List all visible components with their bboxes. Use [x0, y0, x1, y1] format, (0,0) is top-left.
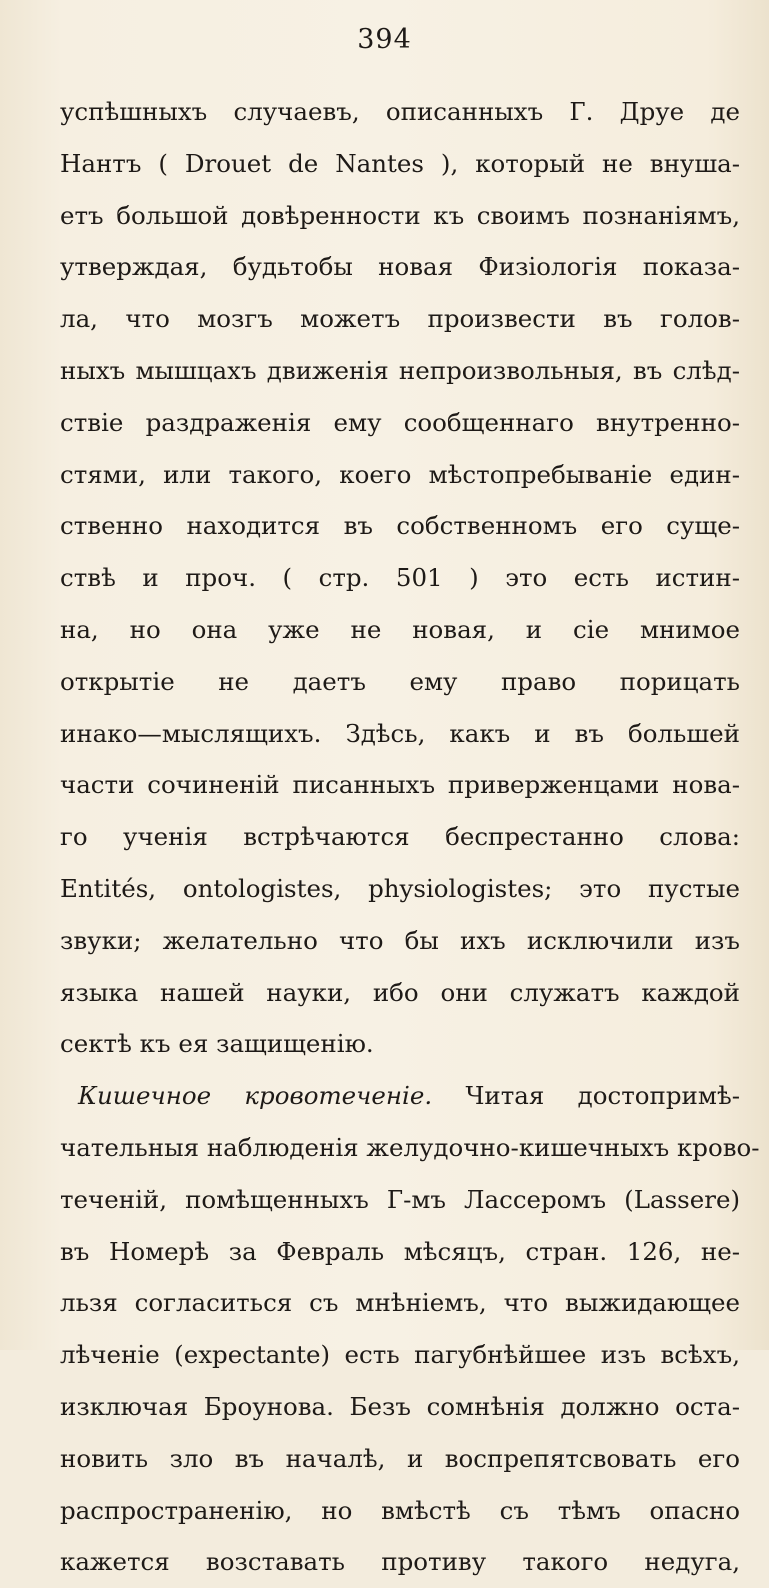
- text-line: изключая Броунова. Безъ сомнѣнiя должно оста-: [60, 1391, 740, 1421]
- text-line: языка нашей науки, ибо они служатъ каждой: [60, 977, 740, 1007]
- text-line: утверждая, будьтобы новая Физiологiя показа-: [60, 252, 740, 282]
- text-line: льзя согласиться съ мнѣнiемъ, что выжидающее: [60, 1288, 740, 1318]
- text-line: звуки; желательно что бы ихъ исключили изъ: [60, 925, 740, 955]
- text-line: етъ большой довѣренности къ своимъ познанiямъ,: [60, 200, 740, 230]
- text-line: лѣченiе (expectante) есть пагубнѣйшее изъ всѣхъ,: [60, 1340, 740, 1370]
- section-heading: Кишечное кровотеченiе.: [78, 1081, 433, 1111]
- text-line: Нантъ ( Drouet de Nantes ), который не внуша-: [60, 148, 740, 178]
- text-line: ла, что мозгъ можетъ произвести въ голов-: [60, 304, 740, 334]
- text-line: части сочиненiй писанныхъ приверженцами нова-: [60, 770, 740, 800]
- text-line: го ученiя встрѣчаются беспрестанно слова:: [60, 822, 740, 852]
- text-line: въ Номерѣ за Февраль мѣсяцъ, стран. 126, не-: [60, 1236, 740, 1266]
- text-line: чательныя наблюденiя желудочно-кишечныхъ крово-: [60, 1132, 760, 1162]
- text-block: [60, 86, 760, 1588]
- text-line: инако—мыслящихъ. Здѣсь, какъ и въ большей: [60, 718, 740, 748]
- text-line: успѣшныхъ случаевъ, описанныхъ Г. Друе де: [60, 97, 740, 126]
- text-line: распространенiю, но вмѣстѣ съ тѣмъ опасно: [60, 1495, 740, 1525]
- text-line: ствiе раздраженiя ему сообщеннаго внутренно-: [60, 407, 740, 437]
- text-line: ствѣ и проч. ( стр. 501 ) это есть истин-: [60, 563, 740, 593]
- text-line: ныхъ мышцахъ движенiя непроизвольныя, въ слѣд-: [60, 355, 740, 385]
- text-line: ственно находится въ собственномъ его суще-: [60, 511, 740, 541]
- paragraph-start-text: Читая достопримѣ-: [432, 1081, 740, 1111]
- page-number: 394: [357, 24, 412, 55]
- text-line: стями, или такого, коего мѣстопребыванiе един-: [60, 459, 740, 489]
- text-line: теченiй, помѣщенныхъ Г-мъ Лассеромъ (Lassere): [60, 1184, 740, 1214]
- paragraph-start-line: [60, 1070, 740, 1122]
- text-line: кажется возставать противу такого недуга,: [60, 1547, 740, 1577]
- text-line: Entités, ontologistes, physiologistes; это пустые: [60, 873, 740, 903]
- text-line: сектѣ къ ея защищенiю.: [60, 1029, 374, 1059]
- text-line: открытiе не даетъ ему право порицать: [60, 666, 740, 696]
- text-line: на, но она уже не новая, и сiе мнимое: [60, 614, 740, 644]
- text-line: новить зло въ началѣ, и воспрепятсвовать его: [60, 1443, 740, 1473]
